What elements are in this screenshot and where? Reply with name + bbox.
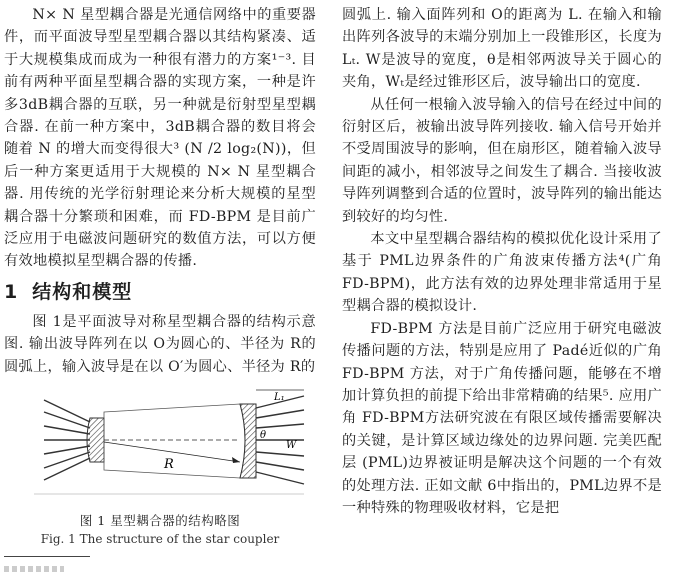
section-heading: [4, 279, 316, 305]
star-coupler-figure: [4, 382, 316, 512]
footnote-rule: [4, 556, 90, 557]
left-column: [4, 4, 316, 548]
signal-paragraph: 从任何一根输入波导输入的信号在经过中间的衍射区后，被输出波导阵列接收. 输入信号开始并不受周围波导的影响，但在扇形区，随着输入波导间距的减小，相邻波导之间发生了耦合. 当接收波导阵列调整到合适的位置时，波导阵列的输出能达到较好的均匀性.: [342, 96, 662, 225]
section-title: 结构和模型: [32, 280, 133, 303]
footnote-text: [4, 566, 64, 572]
intro-paragraph: N× N 星型耦合器是光通信网络中的重要器件，而平面波导型星型耦合器以其结构紧凑、适于大规模集成而成为一种很有潜力的方案¹⁻³. 目前有两种平面星型耦合器的实现方案，一种是许多3dB耦合器的互联，另一种就是衍射型星型耦合器. 在前一种方案中，3dB耦合器的数目将会随着 N 的增大而变得很大³ (N /2 log₂(N))，但后一种方案更适用于大规模的 N× N 星型耦合器. 用传统的光学衍射理论来分析大规模的星型耦合器十分繁琐和困难，而 FD-BPM 是目前广泛应用于电磁波问题研究的数值方法，可以方便有效地模拟星型耦合器的传播.: [4, 7, 316, 270]
figure-caption-en: Fig. 1 The structure of the star coupler: [40, 532, 280, 547]
section-number: 1: [4, 280, 19, 303]
free-propagation-region: [104, 404, 245, 478]
star-coupler-diagram: [4, 382, 316, 512]
bpm-paragraph: FD-BPM 方法是目前广泛应用于研究电磁波传播问题的方法，特别是应用了 Padé近似的广角 FD-BPM 方法，对于广角传播问题，能够在不增加计算负担的前提下给出非常精确的结果⁵. 应用广角 FD-BPM方法研究波在有限区域传播需要解决的关键，是计算区域边缘处的边界问题. 完美匹配层 (PML)边界被证明是解决这个问题的一个有效的处理方法. 正如文献 6中指出的，PML边界不是一种特殊的物理吸收材料，它是把: [342, 320, 662, 516]
taper-length-label: L₁: [274, 392, 285, 404]
figure-caption-cn: 图 1 星型耦合器的结构略图: [79, 513, 241, 529]
width-label: W: [286, 440, 297, 452]
radius-label: R: [164, 457, 174, 473]
method-paragraph: 本文中星型耦合器结构的模拟优化设计采用了基于 PML边界条件的广角波束传播方法⁴(广角 FD-BPM)，此方法有效的边界处理非常适用于星型耦合器的模拟设计.: [342, 231, 662, 315]
continued-paragraph: 圆弧上. 输入面阵列和 O的距离为 L. 在输入和输出阵列各波导的末端分别加上一段锥形区，长度为 Lₜ. W是波导的宽度，θ是相邻两波导关于圆心的夹角，Wₜ是经过锥形区后，波导输出口的宽度.: [342, 7, 662, 91]
output-taper-region: [240, 404, 256, 478]
theta-label: θ: [260, 430, 267, 442]
right-column: [342, 4, 662, 519]
input-waveguides: [44, 400, 90, 480]
structure-paragraph: 图 1是平面波导对称星型耦合器的结构示意图. 输出波导阵列在以 O为圆心的、半径为 R的圆弧上，输入波导是在以 O′为圆心、半径为 R的: [4, 313, 316, 375]
input-taper-region: [87, 418, 104, 462]
